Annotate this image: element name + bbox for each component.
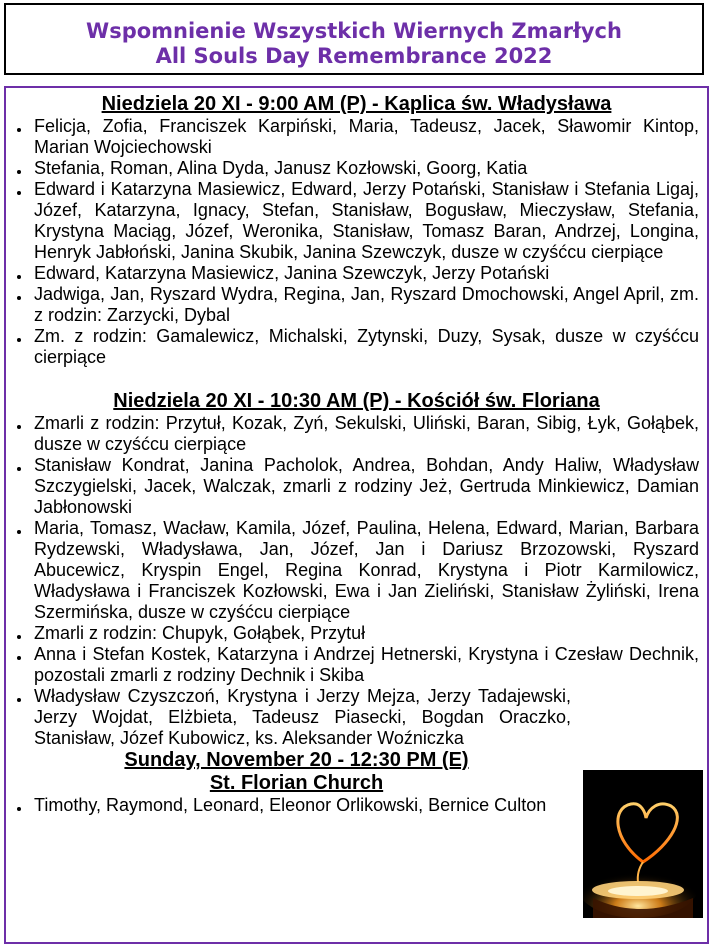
list-item: Stanisław Kondrat, Janina Pacholok, Andrea, Bohdan, Andy Haliw, Władysław Szczygielski, Jacek, Walczak, zmarli z rodziny Jeż, Gertruda Minkiewicz, Damian Jabłonowski bbox=[12, 455, 701, 518]
section-title-1230pm: Sunday, November 20 - 12:30 PM (E) bbox=[124, 749, 469, 771]
list-item: Stefania, Roman, Alina Dyda, Janusz Kozłowski, Goorg, Katia bbox=[12, 158, 701, 179]
list-1030am-narrow bbox=[12, 686, 701, 749]
section-title-1030am: Niedziela 20 XI - 10:30 AM (P) - Kościół św. Floriana bbox=[113, 390, 600, 412]
list-item: Timothy, Raymond, Leonard, Eleonor Orlikowski, Bernice Culton bbox=[12, 795, 701, 816]
list-item: Zmarli z rodzin: Chupyk, Gołąbek, Przytuł bbox=[12, 623, 701, 644]
list-item: Zmarli z rodzin: Przytuł, Kozak, Zyń, Sekulski, Uliński, Baran, Sibig, Łyk, Gołąbek, dusze w czyśćcu cierpiące bbox=[12, 413, 701, 455]
list-item: Jadwiga, Jan, Ryszard Wydra, Regina, Jan, Ryszard Dmochowski, Angel April, zm. z rodzin: Zarzycki, Dybal bbox=[12, 284, 701, 326]
list-1030am bbox=[12, 413, 701, 686]
list-item: Edward i Katarzyna Masiewicz, Edward, Jerzy Potański, Stanisław i Stefania Ligaj, Józef, Katarzyna, Ignacy, Stefan, Stanisław, Bogusław, Mieczysław, Stefania, Krystyna Maciąg, Józef, Weronika, Stanisław, Tomasz Baran, Andrzej, Longina, Henryk Jabłoński, Janina Skubik, Janina Szewczyk, dusze w czyśćcu cierpiące bbox=[12, 179, 701, 263]
list-item: Zm. z rodzin: Gamalewicz, Michalski, Zytynski, Duzy, Sysak, dusze w czyśćcu cierpiące bbox=[12, 326, 701, 368]
heart-candle-icon bbox=[583, 770, 703, 918]
list-item: Maria, Tomasz, Wacław, Kamila, Józef, Paulina, Helena, Edward, Marian, Barbara Rydzewski, Władysława, Jan, Józef, Jan i Dariusz Brzozowski, Ryszard Abucewicz, Kryspin Engel, Regina Konrad, Krystyna i Piotr Karmilowicz, Władysława i Franciszek Kozłowski, Ewa i Jan Zieliński, Stanisław Żyliński, Irena Szermińska, dusze w czyśćcu cierpiące bbox=[12, 518, 701, 623]
section-subtitle-church: St. Florian Church bbox=[209, 772, 384, 794]
list-9am bbox=[12, 116, 701, 368]
title-polish: Wspomnienie Wszystkich Wiernych Zmarłych bbox=[86, 19, 622, 43]
section-spacer bbox=[12, 368, 701, 390]
list-item: Władysław Czyszczoń, Krystyna i Jerzy Mejza, Jerzy Tadajewski, Jerzy Wojdat, Elżbieta, Tadeusz Piasecki, Bogdan Oraczko, Stanisław, Józef Kubowicz, ks. Aleksander Woźniczka bbox=[12, 686, 701, 749]
title-english: All Souls Day Remembrance 2022 bbox=[155, 44, 553, 68]
list-item: Felicja, Zofia, Franciszek Karpiński, Maria, Tadeusz, Jacek, Sławomir Kintop, Marian Wojciechowski bbox=[12, 116, 701, 158]
header-box bbox=[4, 3, 704, 75]
content-box bbox=[4, 86, 709, 944]
list-item: Edward, Katarzyna Masiewicz, Janina Szewczyk, Jerzy Potański bbox=[12, 263, 701, 284]
list-item: Anna i Stefan Kostek, Katarzyna i Andrzej Hetnerski, Krystyna i Czesław Dechnik, pozostali zmarli z rodziny Dechnik i Skiba bbox=[12, 644, 701, 686]
section-title-9am: Niedziela 20 XI - 9:00 AM (P) - Kaplica św. Władysława bbox=[101, 93, 612, 115]
